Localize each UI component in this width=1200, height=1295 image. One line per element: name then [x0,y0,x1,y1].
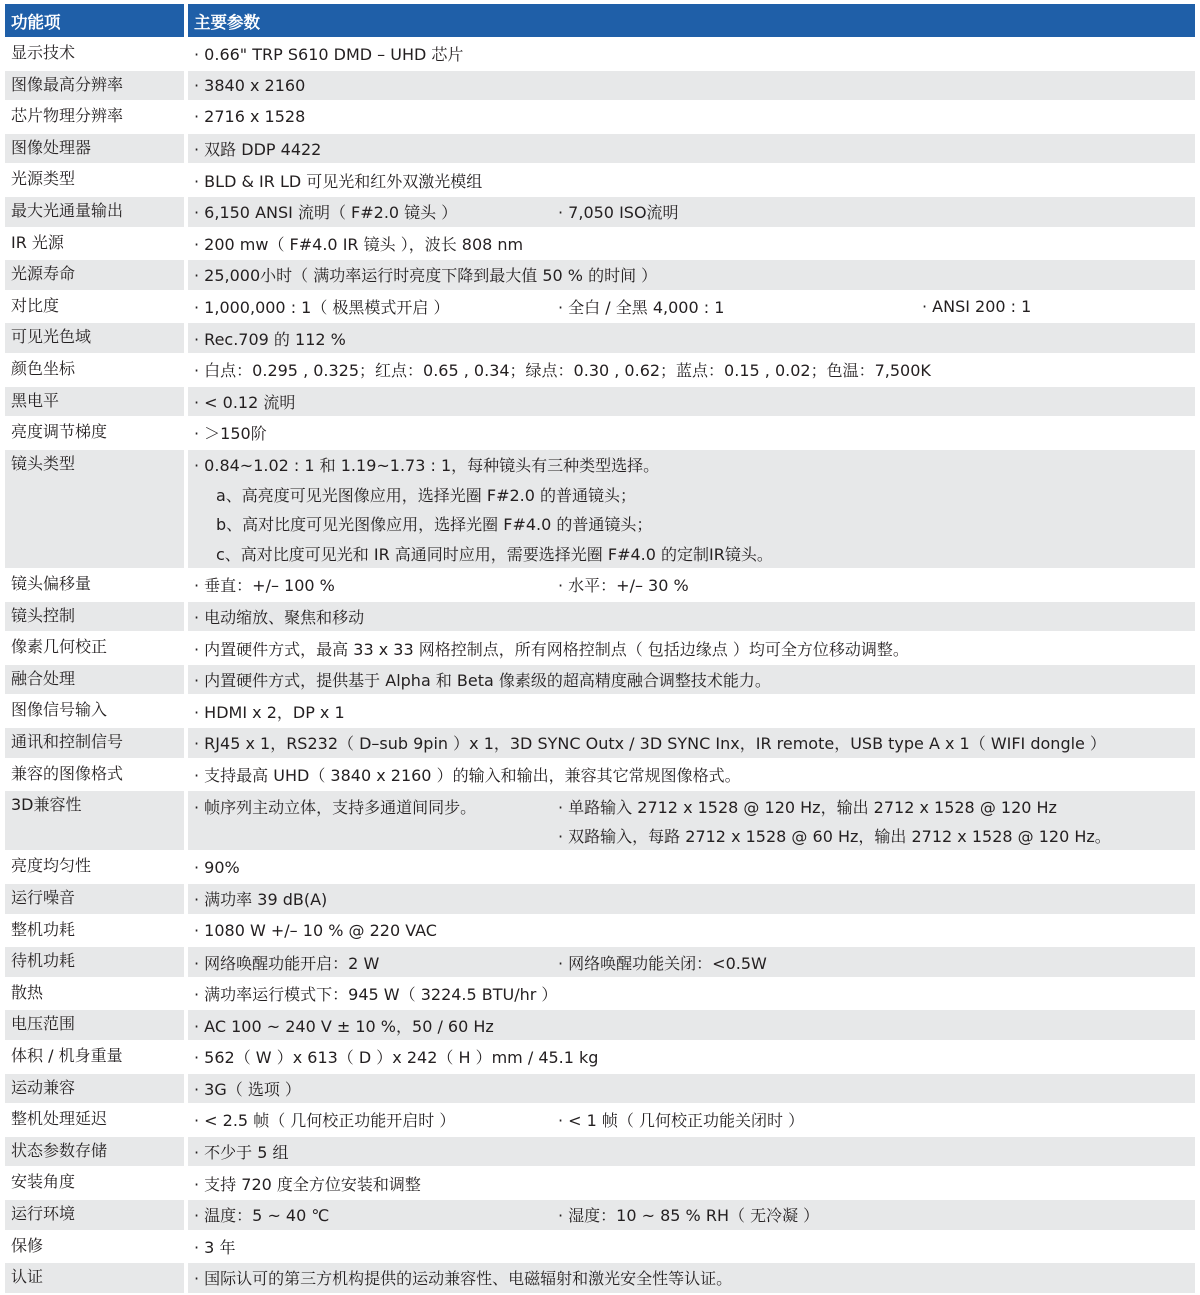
param-value: · 7,050 ISO流明 [558,203,679,223]
feature-params [188,355,1195,387]
param-line [188,916,1195,946]
feature-params [188,602,1195,634]
table-row [5,450,1195,570]
param-value: · 不少于 5 组 [194,1143,289,1163]
feature-name: 图像处理器 [5,134,188,166]
feature-params [188,1137,1195,1169]
param-line [188,134,1195,164]
param-value: · RJ45 x 1，RS232（ D–sub 9pin ）x 1，3D SYNC Outx / 3D SYNC Inx，IR remote，USB type A x 1（ WIFI dongle ） [194,734,1106,754]
feature-name: 运行噪音 [5,884,188,916]
param-value: · 单路输入 2712 x 1528 @ 120 Hz，输出 2712 x 1528 @ 120 Hz [558,797,1057,817]
feature-params [188,791,1195,852]
param-line [188,1263,1195,1293]
param-value: · 帧序列主动立体，支持多通道间同步。 [194,797,477,817]
param-line [188,1074,1195,1104]
feature-name: 整机处理延迟 [5,1105,188,1137]
param-value: · 562（ W ）x 613（ D ）x 242（ H ）mm / 45.1 kg [194,1048,599,1068]
param-value: · 支持 720 度全方位安装和调整 [194,1174,421,1194]
table-row [5,665,1195,697]
param-line [188,102,1195,132]
param-line [188,71,1195,101]
param-value: c、高对比度可见光和 IR 高通同时应用，需要选择光圈 F#4.0 的定制IR镜头。 [216,544,773,564]
feature-name: 像素几何校正 [5,633,188,665]
table-row [5,570,1195,602]
feature-name: 运行环境 [5,1200,188,1232]
param-value: · 白点：0.295 , 0.325；红点：0.65 , 0.34；绿点：0.30 , 0.62；蓝点：0.15 , 0.02；色温：7,500K [194,361,931,381]
param-value: · 国际认可的第三方机构提供的运动兼容性、电磁辐射和激光安全性等认证。 [194,1269,733,1289]
param-value: · 2716 x 1528 [194,107,306,127]
param-value: · 满功率 39 dB(A) [194,890,328,910]
feature-name: 可见光色域 [5,323,188,355]
param-value: · BLD & IR LD 可见光和红外双激光模组 [194,171,483,191]
table-row [5,1105,1195,1137]
table-row [5,1232,1195,1264]
feature-name: 镜头偏移量 [5,570,188,602]
feature-params [188,947,1195,979]
feature-params [188,1105,1195,1137]
param-value: · 湿度：10 ~ 85 % RH（ 无冷凝 ） [558,1206,820,1226]
spec-table-body [5,39,1195,1295]
feature-params [188,696,1195,728]
feature-params [188,1200,1195,1232]
param-value: · 6,150 ANSI 流明（ F#2.0 镜头 ） [194,203,458,223]
param-value: · 双路 DDP 4422 [194,140,322,160]
param-line [188,696,1195,726]
feature-name: 融合处理 [5,665,188,697]
param-line [188,728,1195,758]
table-row [5,1074,1195,1106]
feature-name: 认证 [5,1263,188,1295]
param-line [188,323,1195,353]
table-row [5,979,1195,1011]
param-line [188,665,1195,695]
param-value: · 90% [194,857,240,877]
param-value: · 内置硬件方式，最高 33 x 33 网格控制点，所有网格控制点（ 包括边缘点 ）均可全方位移动调整。 [194,639,909,659]
param-value: · 25,000小时（ 满功率运行时亮度下降到最大值 50 % 的时间 ） [194,266,658,286]
param-value: · < 0.12 流明 [194,392,296,412]
feature-params [188,260,1195,292]
table-row [5,791,1195,852]
param-line [188,39,1195,69]
param-line [188,1137,1195,1167]
feature-params [188,852,1195,884]
param-value: · < 1 帧（ 几何校正功能关闭时 ） [558,1111,805,1131]
param-line [188,479,1195,509]
feature-name: 运动兼容 [5,1074,188,1106]
param-value: · 0.66" TRP S610 DMD – UHD 芯片 [194,45,464,65]
feature-name: 最大光通量输出 [5,197,188,229]
feature-name: 镜头控制 [5,602,188,634]
feature-params [188,450,1195,570]
feature-params [188,323,1195,355]
feature-name: 光源寿命 [5,260,188,292]
param-line [188,418,1195,448]
param-line [188,760,1195,790]
table-row [5,1263,1195,1295]
table-row [5,916,1195,948]
param-line [188,355,1195,385]
feature-name: 光源类型 [5,165,188,197]
feature-params [188,1042,1195,1074]
feature-params [188,165,1195,197]
param-value: · AC 100 ~ 240 V ± 10 %，50 / 60 Hz [194,1016,494,1036]
param-value: · 内置硬件方式，提供基于 Alpha 和 Beta 像素级的超高精度融合调整技术能力。 [194,671,771,691]
table-row [5,633,1195,665]
feature-params [188,570,1195,602]
param-line [188,633,1195,663]
table-row [5,1010,1195,1042]
feature-name: 亮度调节梯度 [5,418,188,450]
feature-params [188,1074,1195,1106]
param-line [188,1232,1195,1262]
feature-name: 图像信号输入 [5,696,188,728]
param-value: · 网络唤醒功能关闭：<0.5W [558,953,767,973]
feature-name: 电压范围 [5,1010,188,1042]
feature-params [188,1010,1195,1042]
feature-name: 散热 [5,979,188,1011]
table-row [5,229,1195,261]
table-row [5,260,1195,292]
feature-params [188,916,1195,948]
feature-params [188,1232,1195,1264]
param-line [188,387,1195,417]
feature-name: 显示技术 [5,39,188,71]
feature-params [188,884,1195,916]
table-row [5,387,1195,419]
table-header-row [5,4,1195,39]
feature-params [188,665,1195,697]
param-line [188,292,1195,322]
feature-name: 通讯和控制信号 [5,728,188,760]
feature-params [188,229,1195,261]
feature-params [188,633,1195,665]
feature-name: 安装角度 [5,1168,188,1200]
param-line [188,197,1195,227]
feature-name: 保修 [5,1232,188,1264]
table-row [5,947,1195,979]
feature-name: 整机功耗 [5,916,188,948]
feature-params [188,387,1195,419]
param-value: · 3G（ 选项 ） [194,1079,301,1099]
param-line [188,884,1195,914]
feature-params [188,71,1195,103]
feature-params [188,1263,1195,1295]
feature-name: 颜色坐标 [5,355,188,387]
table-row [5,418,1195,450]
param-value: · ANSI 200 : 1 [922,297,1032,317]
table-row [5,1042,1195,1074]
param-value: · ＞150阶 [194,424,267,444]
param-line [188,791,1195,821]
feature-params [188,134,1195,166]
table-row [5,39,1195,71]
feature-name: 3D兼容性 [5,791,188,852]
param-value: · 网络唤醒功能开启：2 W [194,953,380,973]
param-value: · 垂直：+/– 100 % [194,576,335,596]
feature-params [188,102,1195,134]
param-line [188,229,1195,259]
table-row [5,197,1195,229]
param-line [188,1168,1195,1198]
table-row [5,1137,1195,1169]
param-value: · Rec.709 的 112 % [194,329,346,349]
param-value: · 电动缩放、聚焦和移动 [194,607,365,627]
column-header-params: 主要参数 [188,4,1195,39]
table-row [5,852,1195,884]
column-header-feature: 功能项 [5,4,188,39]
table-row [5,323,1195,355]
feature-name: 待机功耗 [5,947,188,979]
table-row [5,1168,1195,1200]
param-line [188,570,1195,600]
feature-params [188,979,1195,1011]
feature-name: 对比度 [5,292,188,324]
table-row [5,165,1195,197]
param-line [188,509,1195,539]
param-value: · 支持最高 UHD（ 3840 x 2160 ）的输入和输出，兼容其它常规图像格式。 [194,765,741,785]
table-row [5,1200,1195,1232]
param-value: · 3 年 [194,1237,236,1257]
feature-name: 镜头类型 [5,450,188,570]
param-value: · 200 mw（ F#4.0 IR 镜头 ），波长 808 nm [194,234,524,254]
param-value: · 3840 x 2160 [194,75,306,95]
param-line [188,602,1195,632]
param-line [188,821,1195,851]
feature-name: 状态参数存储 [5,1137,188,1169]
param-line [188,947,1195,977]
param-value: · 1080 W +/– 10 % @ 220 VAC [194,920,437,940]
table-row [5,696,1195,728]
feature-name: 黑电平 [5,387,188,419]
table-row [5,884,1195,916]
feature-name: 芯片物理分辨率 [5,102,188,134]
param-line [188,1105,1195,1135]
table-row [5,355,1195,387]
feature-params [188,39,1195,71]
table-row [5,134,1195,166]
table-row [5,602,1195,634]
feature-name: 兼容的图像格式 [5,760,188,792]
param-value: · 1,000,000 : 1（ 极黑模式开启 ） [194,298,450,318]
table-row [5,71,1195,103]
param-line [188,979,1195,1009]
table-row [5,760,1195,792]
feature-params [188,728,1195,760]
param-line [188,1042,1195,1072]
feature-params [188,197,1195,229]
feature-name: 亮度均匀性 [5,852,188,884]
param-value: · 0.84~1.02 : 1 和 1.19~1.73 : 1，每种镜头有三种类型选择。 [194,456,660,476]
table-row [5,102,1195,134]
feature-params [188,292,1195,324]
param-value: · 水平：+/– 30 % [558,576,689,596]
param-line [188,1200,1195,1230]
param-value: · 双路输入，每路 2712 x 1528 @ 60 Hz，输出 2712 x 1528 @ 120 Hz。 [558,827,1111,847]
param-line [188,260,1195,290]
param-line [188,450,1195,480]
feature-name: 图像最高分辨率 [5,71,188,103]
feature-params [188,1168,1195,1200]
param-value: · 满功率运行模式下：945 W（ 3224.5 BTU/hr ） [194,985,558,1005]
param-value: a、高亮度可见光图像应用，选择光圈 F#2.0 的普通镜头； [216,485,637,505]
feature-name: 体积 / 机身重量 [5,1042,188,1074]
param-value: · < 2.5 帧（ 几何校正功能开启时 ） [194,1111,456,1131]
table-row [5,292,1195,324]
param-line [188,852,1195,882]
table-row [5,728,1195,760]
param-line [188,1010,1195,1040]
spec-table [5,4,1195,1295]
feature-params [188,418,1195,450]
feature-name: IR 光源 [5,229,188,261]
param-line [188,165,1195,195]
param-value: · 温度：5 ~ 40 ℃ [194,1206,330,1226]
feature-params [188,760,1195,792]
param-value: · HDMI x 2，DP x 1 [194,702,345,722]
param-value: · 全白 / 全黑 4,000 : 1 [558,298,725,318]
param-line [188,539,1195,569]
param-value: b、高对比度可见光图像应用，选择光圈 F#4.0 的普通镜头； [216,515,653,535]
